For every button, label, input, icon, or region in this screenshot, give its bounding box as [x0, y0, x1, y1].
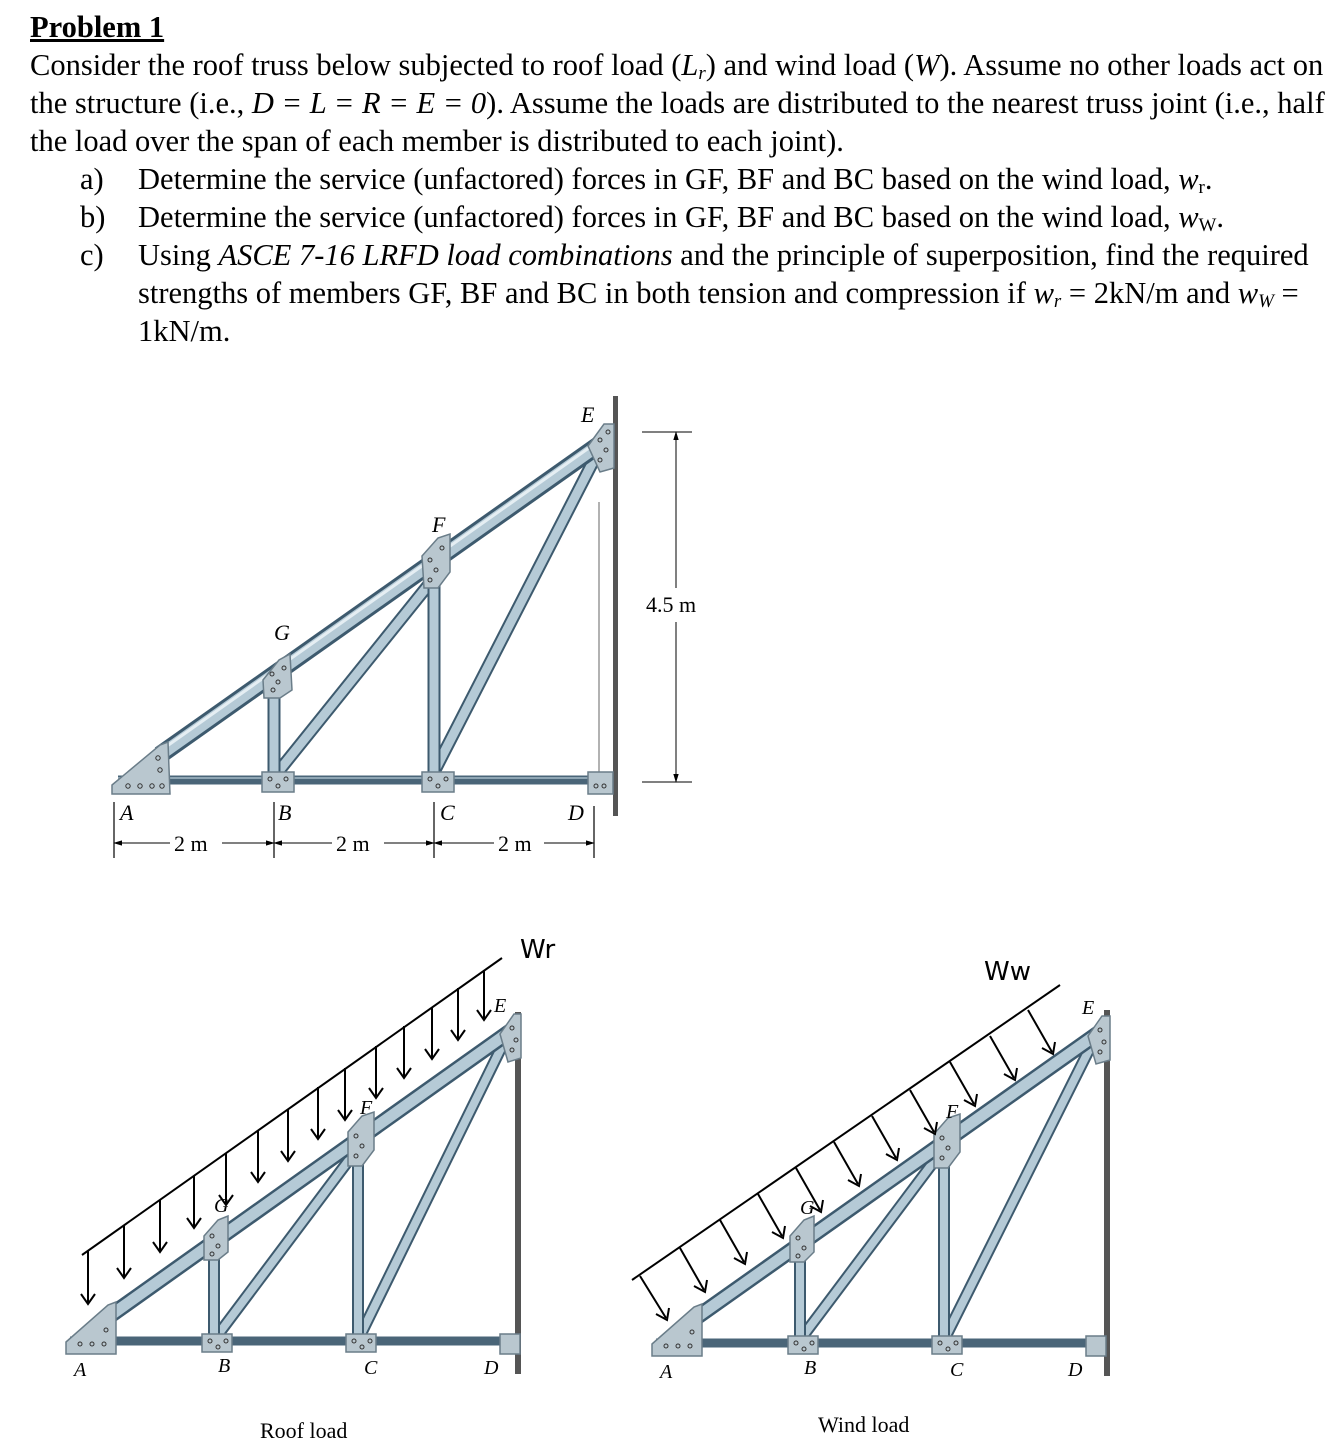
- load-arrow: [369, 1046, 383, 1098]
- load-arrow: [338, 1068, 352, 1120]
- roof-joint-label-a: A: [74, 1359, 87, 1381]
- joint-label-d: D: [568, 800, 584, 825]
- wind-joint-label-c: C: [950, 1359, 964, 1381]
- span-dimensions: [114, 831, 594, 856]
- joint-label-f: F: [432, 512, 446, 537]
- load-arrow: [117, 1226, 131, 1278]
- dimension-span-1: 2 m: [174, 831, 208, 856]
- wind-load-figure: [632, 957, 1110, 1437]
- roof-wall: [515, 1012, 521, 1374]
- roof-load-distribution: [81, 958, 502, 1304]
- joint-label-g: G: [274, 620, 290, 645]
- load-arrow: [834, 1142, 861, 1186]
- roof-joint-label-c: C: [364, 1357, 378, 1379]
- load-arrow: [720, 1220, 747, 1264]
- wind-load-label: Ww: [984, 957, 1031, 987]
- main-truss-figure: [112, 396, 696, 858]
- load-arrow: [950, 1062, 977, 1106]
- load-arrow: [81, 1251, 95, 1304]
- roof-joint-label-b: B: [218, 1355, 231, 1377]
- joint-label-e: E: [581, 402, 595, 427]
- wind-joint-label-f: F: [946, 1101, 959, 1123]
- roof-load-figure: [66, 935, 556, 1443]
- question-b: b) Determine the service (unfactored) forces in GF, BF and BC based on the wind load, $w_W$.: [80, 200, 1225, 236]
- roof-joint-label-e: E: [494, 995, 507, 1017]
- wind-joint-label-d: D: [1068, 1359, 1083, 1381]
- load-arrow: [910, 1090, 937, 1134]
- load-arrow: [311, 1087, 325, 1139]
- roof-joint-label-f: F: [360, 1097, 373, 1119]
- joint-label-b: B: [278, 800, 292, 825]
- wind-wall: [1104, 1010, 1110, 1376]
- wind-joint-label-b: B: [804, 1357, 817, 1379]
- height-dimension: [642, 432, 696, 782]
- dimension-height: 4.5 m: [646, 592, 697, 617]
- roof-joint-label-g: G: [214, 1195, 229, 1217]
- wind-joint-label-e: E: [1082, 997, 1095, 1019]
- load-arrow: [640, 1276, 669, 1320]
- problem-title: Problem 1: [30, 10, 165, 44]
- load-arrow: [153, 1200, 167, 1252]
- load-arrow: [477, 970, 491, 1020]
- truss-members: [118, 438, 612, 780]
- joint-label-c: C: [440, 800, 455, 825]
- load-arrow: [1028, 1010, 1055, 1054]
- load-arrow: [990, 1036, 1017, 1080]
- roof-load-label: Wr: [520, 935, 556, 965]
- load-arrow: [872, 1116, 899, 1160]
- joint-label-a: A: [120, 800, 134, 825]
- question-a: a) Determine the service (unfactored) forces in GF, BF and BC based on the wind load, $w_r$.: [80, 162, 1213, 198]
- load-arrow: [397, 1026, 411, 1078]
- dimension-span-2: 2 m: [336, 831, 370, 856]
- load-arrow: [251, 1130, 265, 1182]
- wind-truss-members: [656, 1032, 1104, 1344]
- load-arrow: [281, 1109, 295, 1161]
- dimension-span-3: 2 m: [498, 831, 532, 856]
- wind-joint-label-g: G: [800, 1197, 815, 1219]
- load-arrow: [187, 1176, 201, 1228]
- load-arrow: [758, 1194, 785, 1238]
- load-arrow: [680, 1248, 707, 1292]
- wind-joint-label-a: A: [660, 1361, 673, 1383]
- question-c: c) Using ASCE 7-16 LRFD load combinations and the principle of superposition, find the required strengths of members GF, BF and BC in both tension and compression if $w_r = 2kN/m$ and $w_W = 1kN/m$.: [80, 238, 1309, 348]
- roof-load-caption: Roof load: [260, 1418, 348, 1443]
- load-arrow: [425, 1007, 439, 1059]
- problem-intro: Consider the roof truss below subjected to roof load $(L_r)$ and wind load (W). Assume no other loads act on the structure (i.e., D = L = R = E = 0). Assume the loads are distributed to the nearest truss joint (i.e., half the load over the span of each member is distributed to each joint).: [30, 48, 1325, 158]
- roof-joint-label-d: D: [484, 1357, 499, 1379]
- wind-load-caption: Wind load: [818, 1412, 910, 1437]
- load-arrow: [451, 988, 465, 1040]
- roof-truss-members: [70, 1030, 515, 1344]
- roof-load-line: [82, 958, 502, 1255]
